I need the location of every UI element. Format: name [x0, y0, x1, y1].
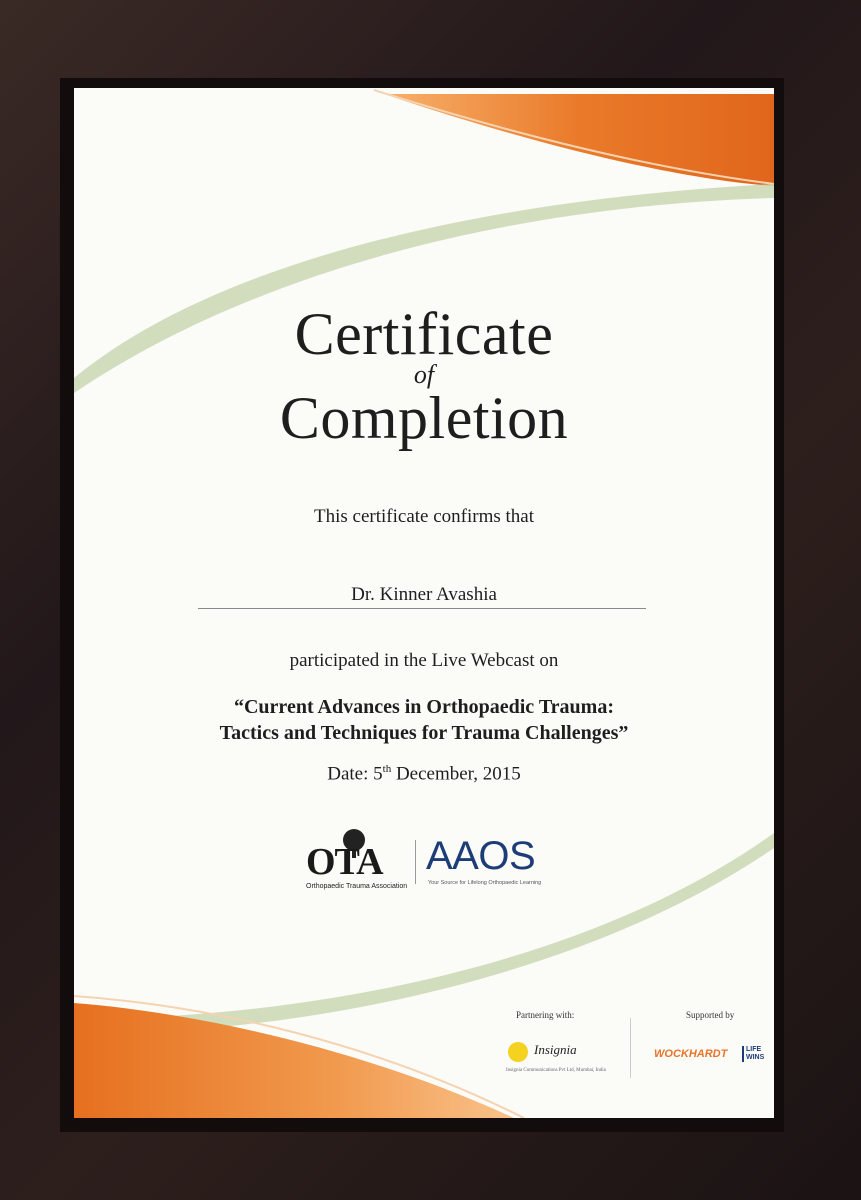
- ota-mark: OTA: [306, 841, 383, 883]
- certificate-title: Certificate: [294, 301, 554, 367]
- recipient-name: Dr. Kinner Avashia: [351, 584, 497, 605]
- course-title-line1: “Current Advances in Orthopaedic Trauma:: [233, 696, 614, 718]
- partner-label: Partnering with:: [516, 1010, 575, 1020]
- ota-logo: [306, 828, 406, 888]
- certificate-title-completion: Completion: [279, 385, 569, 451]
- certificate-paper: [74, 88, 774, 1118]
- participated-text: participated in the Live Webcast on: [289, 650, 559, 671]
- confirm-text: This certificate confirms that: [314, 506, 534, 527]
- insignia-logo: Insignia Insignia Communications Pvt Ltd, Mumbai, India: [506, 1042, 606, 1073]
- certificate-date: Date: 5th December, 2015: [327, 763, 521, 785]
- orange-swoosh-bottom: [74, 1003, 514, 1118]
- certificate-title-of: of: [413, 360, 435, 389]
- logo-divider: [415, 840, 416, 884]
- insignia-sun-icon: [508, 1042, 528, 1062]
- support-label: Supported by: [686, 1010, 735, 1020]
- orange-swoosh-top: [384, 94, 774, 186]
- aaos-mark: AAOS: [426, 834, 536, 878]
- life-wins-mark: LIFE WINS: [742, 1046, 764, 1062]
- wockhardt-logo: WOCKHARDT LIFE WINS: [654, 1046, 765, 1061]
- aaos-logo: [426, 834, 546, 894]
- name-underline: [198, 608, 646, 609]
- aaos-subtitle: Your Source for Lifelong Orthopaedic Learning: [428, 880, 542, 886]
- ota-subtitle: Orthopaedic Trauma Association: [306, 883, 408, 890]
- sponsor-divider: [630, 1018, 631, 1078]
- course-title-line2: Tactics and Techniques for Trauma Challenges”: [219, 722, 629, 744]
